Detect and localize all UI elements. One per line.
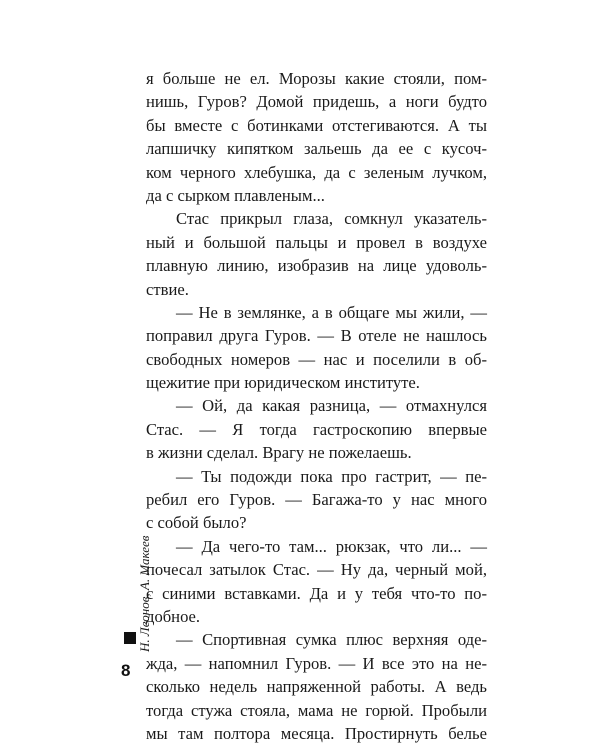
running-head-marker <box>124 632 136 644</box>
text-line: — Ой, да какая разница, — отмахнулся <box>176 396 487 416</box>
text-line: в жизни сделал. Врагу не пожелаешь. <box>146 443 412 463</box>
paragraph <box>146 535 487 629</box>
text-line: — Спортивная сумка плюс верхняя оде- <box>176 630 487 650</box>
paragraph <box>146 628 487 745</box>
text-line: тогда стужа стояла, мама не горюй. Пробыли <box>146 700 487 720</box>
text-line: с собой было? <box>146 513 247 533</box>
text-line: плавную линию, изобразив на лице удоволь- <box>146 256 487 276</box>
text-line: я больше не ел. Морозы какие стояли, пом- <box>146 69 487 88</box>
text-line: свободных номеров — нас и поселили в об- <box>146 349 487 369</box>
text-line: лапшичку кипятком зальешь да ее с кусоч- <box>146 139 487 159</box>
text-line: да с сырком плавленым... <box>146 185 325 205</box>
text-line: — Да чего-то там... рюкзак, что ли... — <box>176 536 487 556</box>
text-line: — Ты подожди пока про гастрит, — пе- <box>176 466 487 486</box>
text-line: ребил его Гуров. — Багажа-то у нас много <box>146 490 487 510</box>
text-line: нишь, Гуров? Домой придешь, а ноги будто <box>146 92 487 112</box>
paragraph <box>146 394 487 464</box>
paragraph <box>146 207 487 301</box>
body-text <box>146 67 487 745</box>
text-line: мы там полтора месяца. Простирнуть белье <box>146 723 487 743</box>
text-line: бы вместе с ботинками отстегиваются. А ты <box>146 115 487 135</box>
text-line: ствие. <box>146 279 189 299</box>
text-line: ный и большой пальцы и провел в воздухе <box>146 232 487 252</box>
text-line: — Не в землянке, а в общаге мы жили, — <box>176 302 487 322</box>
paragraph <box>146 465 487 535</box>
text-line: Стас. — Я тогда гастроскопию впервые <box>146 419 487 439</box>
page-number: 8 <box>121 661 131 680</box>
text-line: жда, — напомнил Гуров. — И все это на не- <box>146 653 487 673</box>
text-line: с синими вставками. Да и у тебя что-то по- <box>146 583 487 603</box>
paragraph <box>146 301 487 395</box>
running-head-authors: Н. Леонов, А. Макеев <box>137 535 152 652</box>
text-line: Стас прикрыл глаза, сомкнул указатель- <box>176 209 487 229</box>
text-line: ком черного хлебушка, да с зеленым лучком, <box>146 162 487 182</box>
text-line: поправил друга Гуров. — В отеле не нашлось <box>146 326 487 346</box>
paragraph <box>146 67 487 207</box>
text-line: добное. <box>146 606 201 626</box>
text-line: сколько недель напряженной работы. А ведь <box>146 677 487 697</box>
text-line: щежитие при юридическом институте. <box>146 373 420 393</box>
text-line: почесал затылок Стас. — Ну да, черный мой, <box>146 560 487 580</box>
